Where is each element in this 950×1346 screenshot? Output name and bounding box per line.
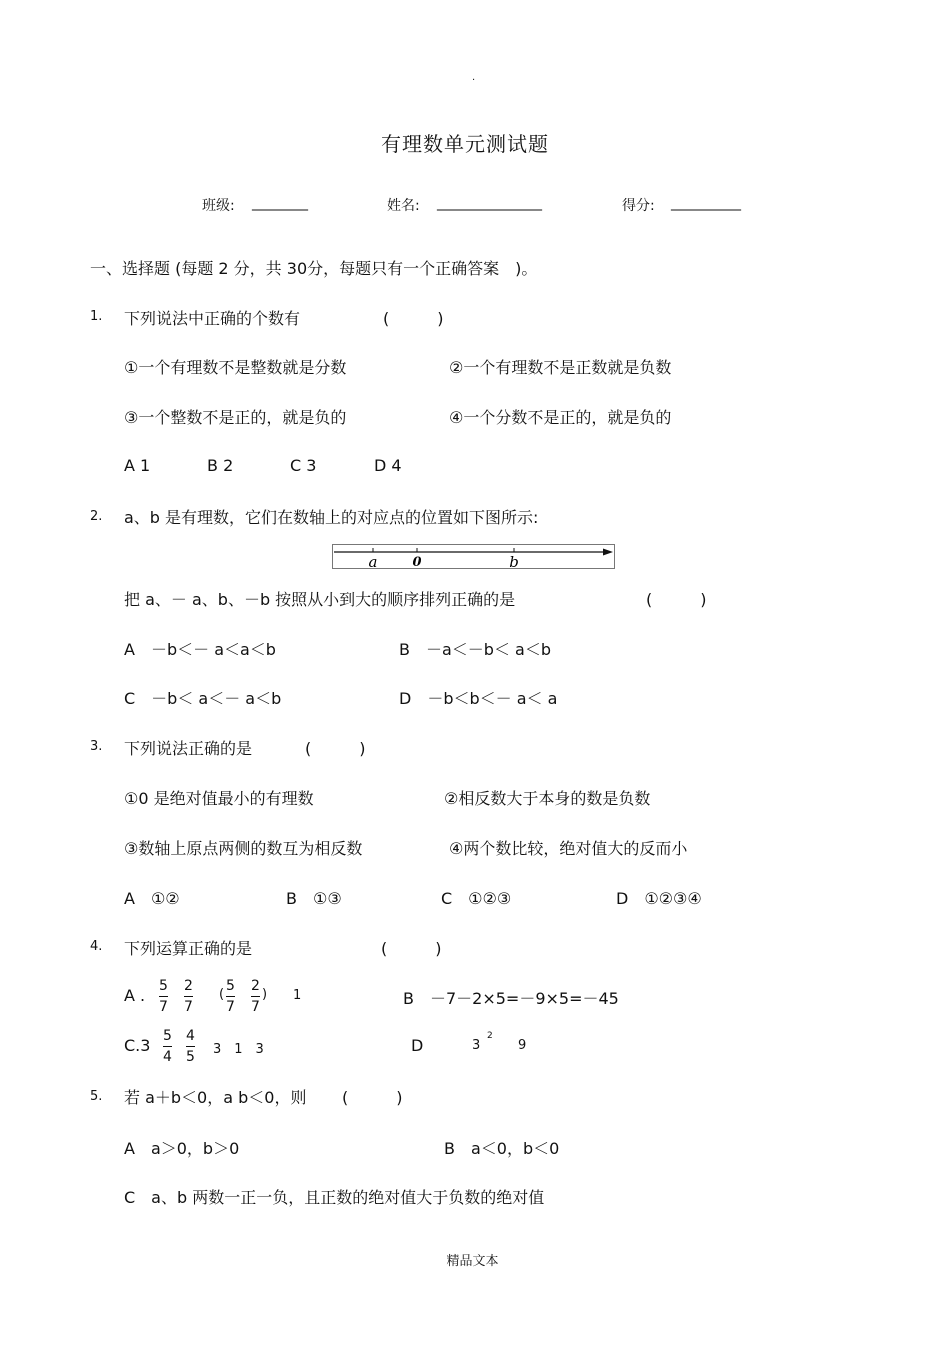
number-line-figure — [332, 544, 616, 570]
axis-label-zero: 0 — [412, 555, 422, 570]
q4-a-right-paren: ) — [262, 987, 268, 1002]
question-number-1: 1. — [90, 309, 103, 324]
q3-option-b: B ①③ — [286, 889, 342, 908]
q1-option-b: B 2 — [207, 456, 234, 475]
q4-a-result: 1 — [293, 988, 302, 1003]
class-blank: ________ — [252, 195, 308, 211]
q4-option-a-label: A . — [124, 986, 146, 1005]
denominator: 7 — [184, 999, 193, 1015]
q3-option-a: A ①② — [124, 889, 180, 908]
q4-d-result: 9 — [518, 1038, 527, 1053]
question-4-answer-paren: ( ) — [381, 939, 442, 958]
fraction-bar — [251, 996, 260, 997]
fraction-bar — [184, 996, 193, 997]
q1-statement-1: ①一个有理数不是整数就是分数 — [124, 358, 347, 377]
fraction-bar — [226, 996, 235, 997]
q1-statement-4: ④一个分数不是正的，就是负的 — [449, 408, 672, 427]
denominator: 5 — [186, 1049, 195, 1065]
q2-option-c: C －b＜ a＜－ a＜b — [124, 689, 282, 708]
question-2-answer-paren: ( ) — [646, 590, 707, 609]
q2-option-d: D －b＜b＜－ a＜ a — [399, 689, 558, 708]
class-label: 班级: — [202, 198, 235, 214]
question-1-answer-paren: ( ) — [383, 309, 444, 328]
fraction-bar — [186, 1046, 195, 1047]
q1-option-c: C 3 — [290, 456, 317, 475]
question-2-text: a、b 是有理数，它们在数轴上的对应点的位置如下图所示: — [124, 508, 539, 527]
score-label: 得分: — [622, 198, 655, 214]
q5-option-c: C a、b 两数一正一负，且正数的绝对值大于负数的绝对值 — [124, 1188, 545, 1207]
q3-statement-3: ③数轴上原点两侧的数互为相反数 — [124, 839, 363, 858]
q1-option-a: A 1 — [124, 456, 151, 475]
q4-option-c-label: C.3 — [124, 1036, 151, 1055]
fraction-bar — [159, 996, 168, 997]
name-label: 姓名: — [387, 198, 420, 214]
q4-c-result: 3 1 3 — [213, 1042, 264, 1057]
page-title: 有理数单元测试题 — [381, 132, 549, 156]
q2-option-a: A －b＜－ a＜a＜b — [124, 640, 276, 659]
question-number-5: 5. — [90, 1089, 103, 1104]
numerator: 5 — [159, 978, 168, 994]
section-heading: 一、选择题 (每题 2 分，共 30分，每题只有一个正确答案 )。 — [90, 259, 538, 278]
q4-option-d-label: D — [411, 1036, 424, 1055]
q4-a-fraction-1 — [159, 978, 168, 1015]
axis-label-a: a — [368, 553, 378, 570]
q1-statement-3: ③一个整数不是正的，就是负的 — [124, 408, 347, 427]
question-1-text: 下列说法中正确的个数有 — [124, 309, 301, 328]
question-4-text: 下列运算正确的是 — [124, 939, 253, 958]
denominator: 4 — [163, 1049, 172, 1065]
q5-option-b: B a＜0，b＜0 — [444, 1139, 560, 1158]
axis-label-b: b — [509, 553, 519, 570]
question-number-2: 2. — [90, 509, 103, 524]
q3-option-c: C ①②③ — [441, 889, 512, 908]
fraction-bar — [163, 1046, 172, 1047]
q3-option-d: D ①②③④ — [616, 889, 702, 908]
numerator: 4 — [186, 1028, 195, 1044]
q2-option-b: B －a＜－b＜ a＜b — [399, 640, 551, 659]
numerator: 2 — [184, 978, 193, 994]
q4-c-fraction-2 — [186, 1028, 195, 1065]
q1-option-d: D 4 — [374, 456, 402, 475]
denominator: 7 — [159, 999, 168, 1015]
question-3-answer-paren: ( ) — [305, 739, 366, 758]
q4-a-fraction-2 — [184, 978, 193, 1015]
question-5-text: 若 a＋b＜0，a b＜0，则 — [124, 1088, 307, 1107]
q3-statement-2: ②相反数大于本身的数是负数 — [444, 789, 651, 808]
q4-option-b: B －7－2×5=－9×5=－45 — [403, 989, 619, 1008]
q5-option-a: A a＞0，b＞0 — [124, 1139, 240, 1158]
q4-a-fraction-3 — [226, 978, 235, 1015]
q4-d-exponent: 2 — [487, 1031, 493, 1041]
numerator: 5 — [163, 1028, 172, 1044]
page-footer: 精品文本 — [446, 1254, 499, 1269]
question-number-3: 3. — [90, 739, 103, 754]
question-3-text: 下列说法正确的是 — [124, 739, 253, 758]
q1-statement-2: ②一个有理数不是正数就是负数 — [449, 358, 672, 377]
name-blank: _______________ — [437, 195, 542, 211]
question-5-answer-paren: ( ) — [342, 1088, 403, 1107]
question-number-4: 4. — [90, 939, 103, 954]
score-blank: __________ — [671, 195, 741, 211]
q4-a-left-paren: ( — [219, 987, 225, 1002]
numerator: 5 — [226, 978, 235, 994]
denominator: 7 — [251, 999, 260, 1015]
q4-c-fraction-1 — [163, 1028, 172, 1065]
q4-a-fraction-4 — [251, 978, 260, 1015]
q3-statement-1: ①0 是绝对值最小的有理数 — [124, 789, 314, 808]
q4-d-base: 3 — [472, 1038, 481, 1053]
numerator: 2 — [251, 978, 260, 994]
q3-statement-4: ④两个数比较，绝对值大的反而小 — [449, 839, 688, 858]
denominator: 7 — [226, 999, 235, 1015]
header-dot: . — [472, 72, 476, 83]
question-2-text-2: 把 a、－ a、b、－b 按照从小到大的顺序排列正确的是 — [124, 590, 516, 609]
